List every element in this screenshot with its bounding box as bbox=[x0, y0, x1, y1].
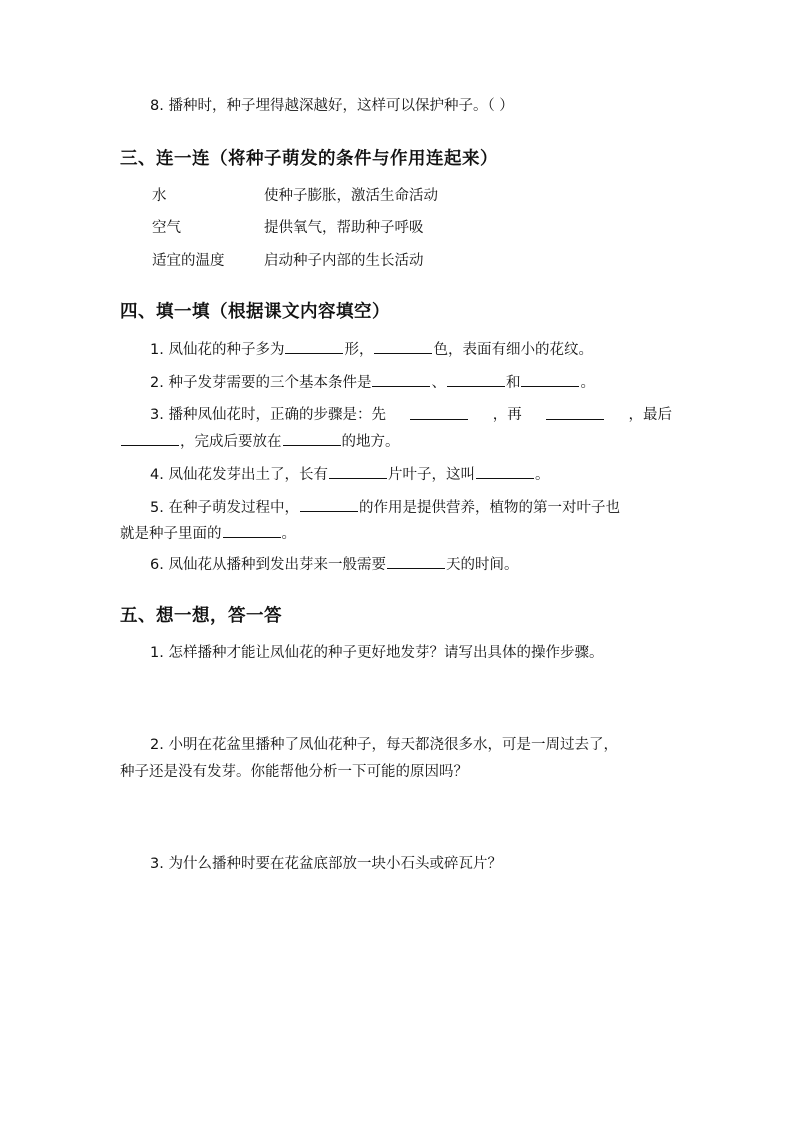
blank-input[interactable] bbox=[374, 339, 432, 354]
short-answer-question-1: 1. 怎样播种才能让凤仙花的种子更好地发芽？请写出具体的操作步骤。 bbox=[150, 645, 604, 661]
matching-condition-air: 空气 bbox=[152, 220, 181, 236]
fill-question-4: 4. 凤仙花发芽出土了，长有 片叶子，这叫 。 bbox=[150, 464, 549, 485]
section-3-heading: 三、连一连（将种子萌发的条件与作用连起来） bbox=[120, 149, 498, 169]
blank-input[interactable] bbox=[546, 405, 604, 420]
matching-effect-air: 提供氧气，帮助种子呼吸 bbox=[264, 220, 424, 236]
section-4-heading: 四、填一填（根据课文内容填空） bbox=[120, 302, 390, 322]
matching-condition-water: 水 bbox=[152, 188, 167, 204]
answer-space-1[interactable] bbox=[120, 668, 672, 728]
blank-input[interactable] bbox=[476, 464, 534, 479]
section-5-heading: 五、想一想，答一答 bbox=[120, 606, 282, 626]
fill-question-6: 6. 凤仙花从播种到发出芽来一般需要 天的时间。 bbox=[150, 554, 518, 575]
blank-input[interactable] bbox=[447, 372, 505, 387]
fill-question-5-line-1: 5. 在种子萌发过程中， 的作用是提供营养，植物的第一对叶子也 bbox=[150, 497, 620, 518]
fill-question-2: 2. 种子发芽需要的三个基本条件是 、 和 。 bbox=[150, 372, 595, 393]
fill-question-3-line-2: ，完成后要放在 的地方。 bbox=[120, 431, 400, 452]
blank-input[interactable] bbox=[285, 339, 343, 354]
answer-space-3[interactable] bbox=[120, 880, 672, 960]
blank-input[interactable] bbox=[283, 431, 341, 446]
blank-input[interactable] bbox=[121, 431, 179, 446]
blank-input[interactable] bbox=[300, 497, 358, 512]
answer-space-2[interactable] bbox=[120, 788, 672, 848]
short-answer-question-2-line-1: 2. 小明在花盆里播种了凤仙花种子，每天都浇很多水，可是一周过去了， bbox=[150, 737, 618, 753]
matching-effect-temperature: 启动种子内部的生长活动 bbox=[264, 253, 424, 269]
fill-question-5-line-2: 就是种子里面的 。 bbox=[120, 523, 296, 544]
true-false-question-8: 8. 播种时，种子埋得越深越好，这样可以保护种子。（ ） bbox=[150, 98, 514, 114]
fill-question-1: 1. 凤仙花的种子多为 形， 色，表面有细小的花纹。 bbox=[150, 339, 593, 360]
blank-input[interactable] bbox=[387, 554, 445, 569]
blank-input[interactable] bbox=[521, 372, 579, 387]
blank-input[interactable] bbox=[372, 372, 430, 387]
blank-input[interactable] bbox=[223, 523, 281, 538]
fill-question-3-line-1: 3. 播种凤仙花时，正确的步骤是：先 ，再 ，最后 bbox=[150, 407, 672, 423]
short-answer-question-3: 3. 为什么播种时要在花盆底部放一块小石头或碎瓦片？ bbox=[150, 856, 502, 872]
blank-input[interactable] bbox=[410, 405, 468, 420]
matching-condition-temperature: 适宜的温度 bbox=[152, 253, 225, 269]
short-answer-question-2-line-2: 种子还是没有发芽。你能帮他分析一下可能的原因吗？ bbox=[120, 764, 468, 780]
blank-input[interactable] bbox=[329, 464, 387, 479]
matching-effect-water: 使种子膨胀，激活生命活动 bbox=[264, 188, 438, 204]
